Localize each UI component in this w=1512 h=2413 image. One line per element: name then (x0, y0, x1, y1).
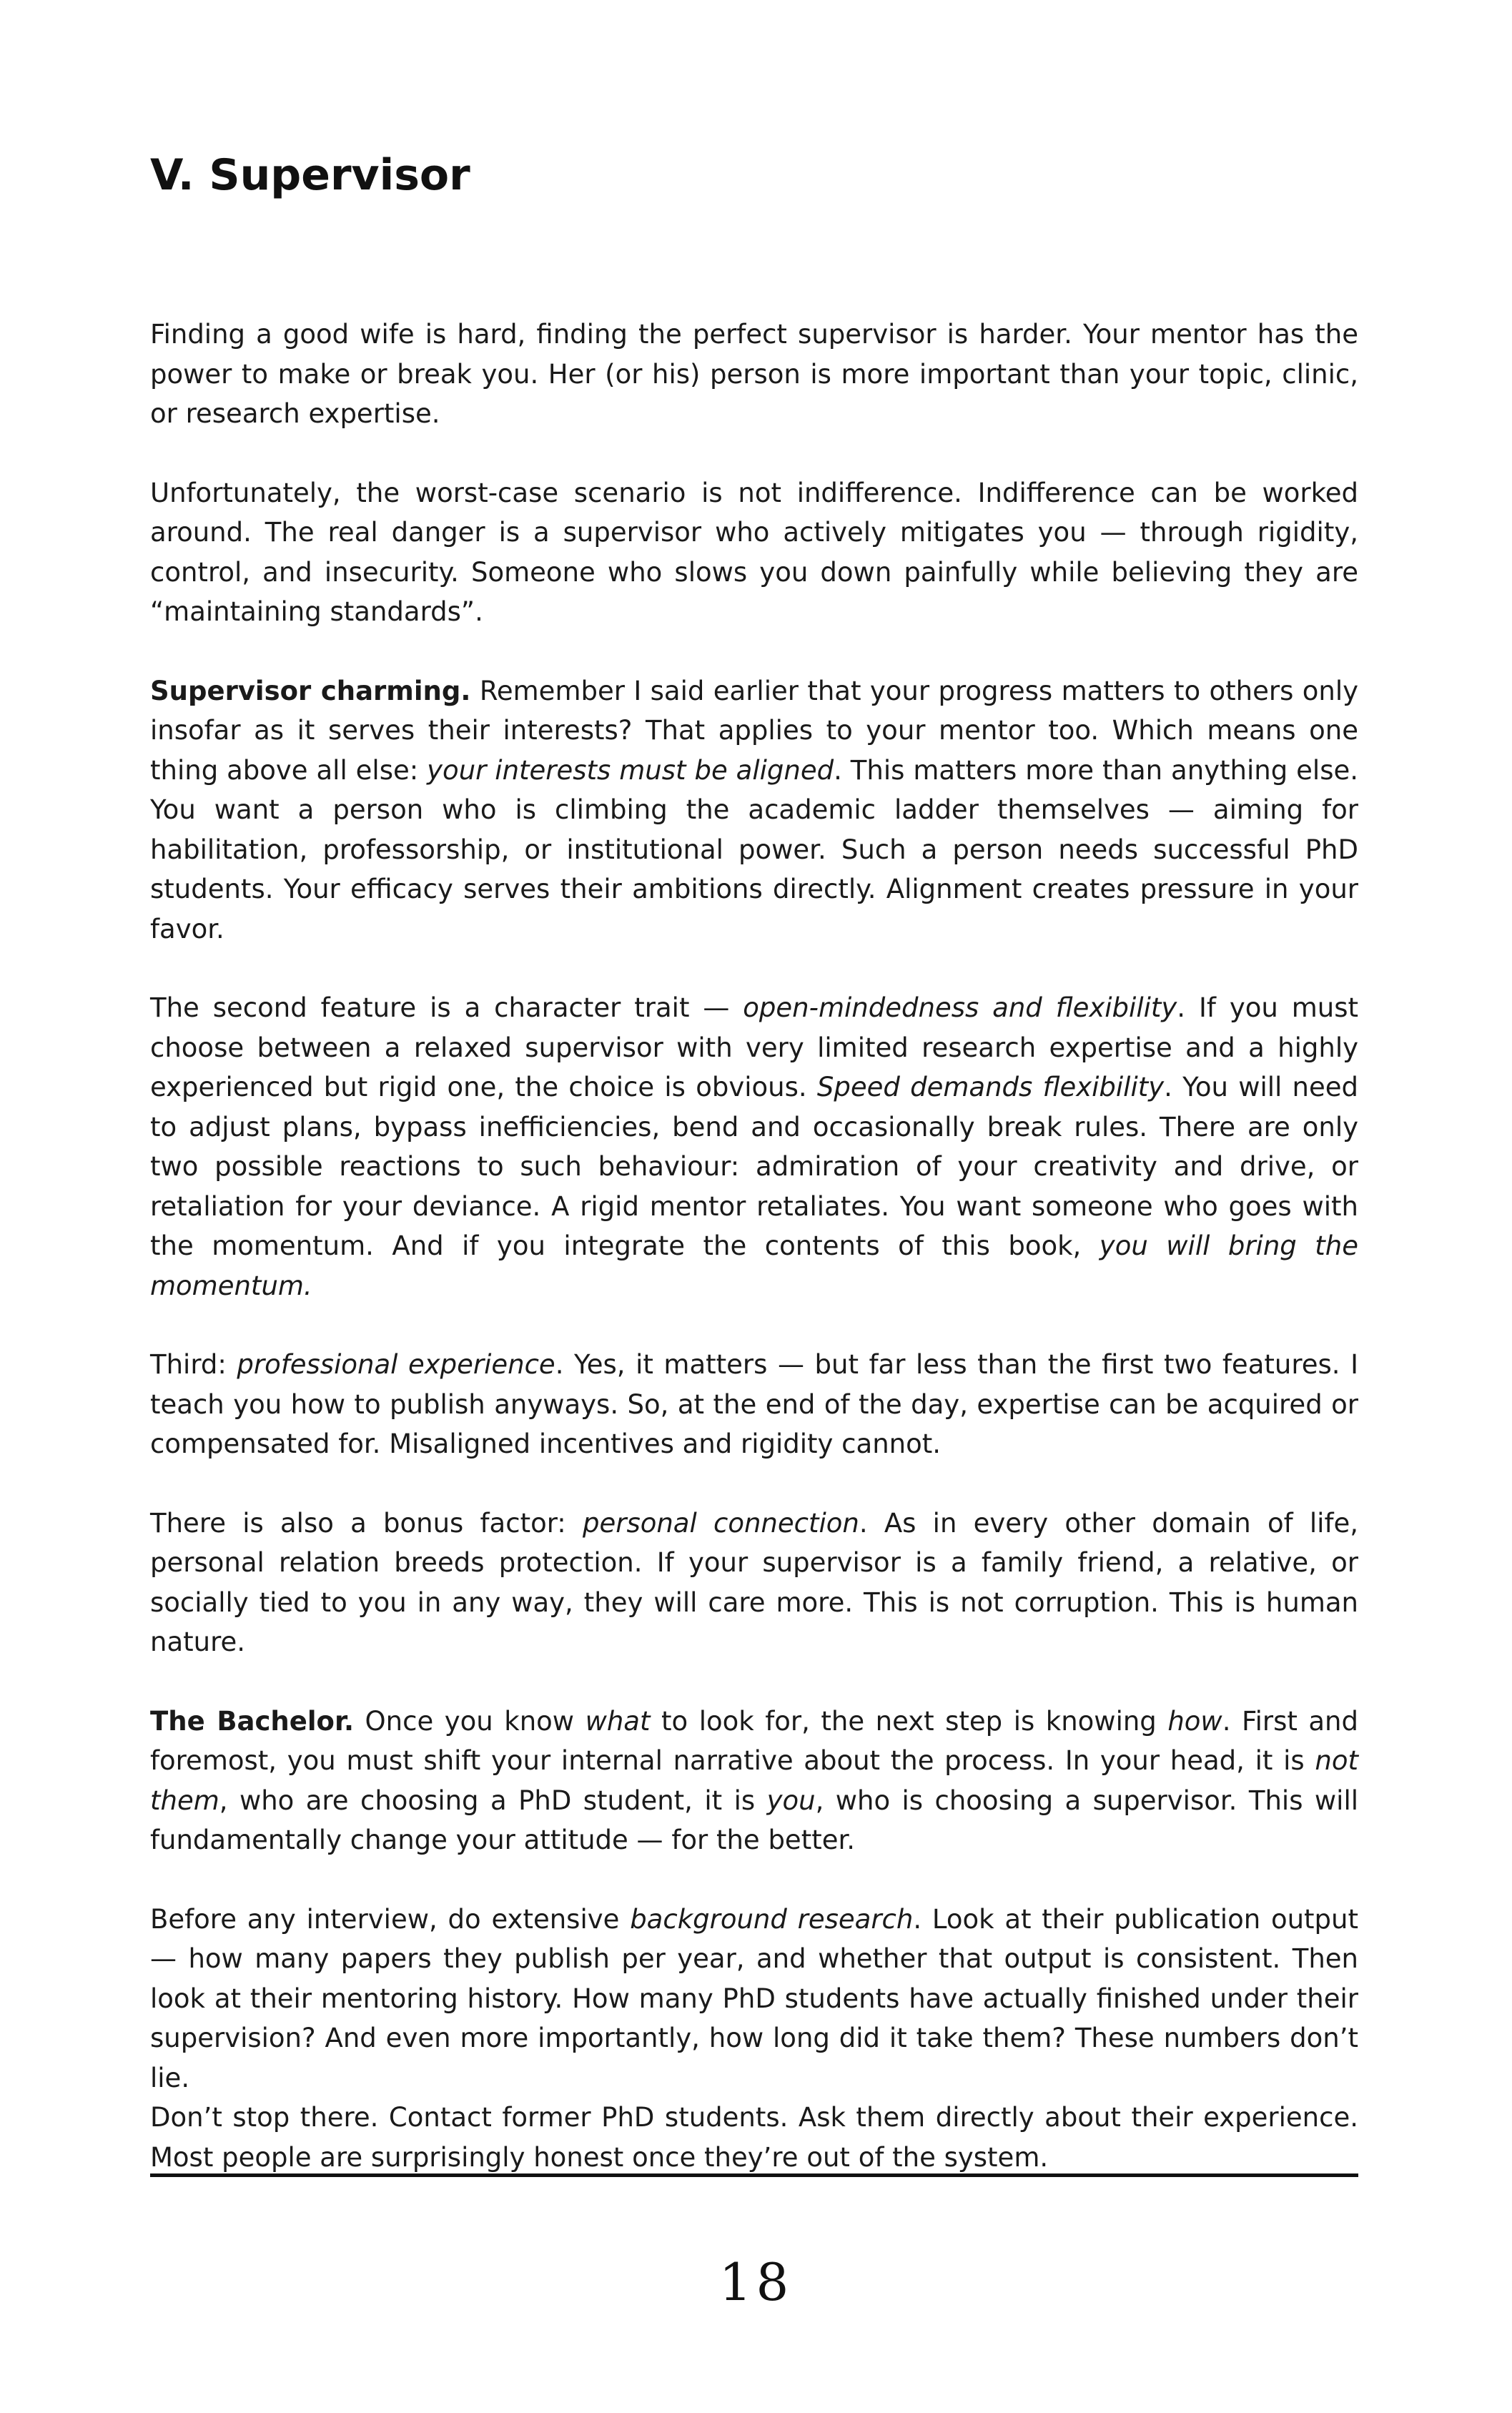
paragraph-4-text-b: . If you must choose between a relaxed supervisor with very limited research expertise and a highly experienced but rigid one, the choice is obvious. (150, 992, 1358, 1102)
paragraph-1-text: Finding a good wife is hard, finding the perfect supervisor is harder. Your mentor has the power to make or break you. Her (or his) person is more important than your topic, clinic, or research expertise. (150, 319, 1358, 429)
paragraph-4-text-c: . You will need to adjust plans, bypass inefficiencies, bend and occasionally break rules. There are only two possible reactions to such behaviour: admiration of your creativity and drive, or retaliation for your deviance. A rigid mentor retaliates. You want someone who goes with the momentum. And if you integrate the contents of this book, (150, 1072, 1359, 1261)
paragraph-6-text-b: . As in every other domain of life, personal relation breeds protection. If your supervisor is a family friend, a relative, or socially tied to you in any way, they will care more. This is not corruption. This is human nature. (150, 1507, 1358, 1657)
paragraph-2 (150, 473, 1358, 632)
paragraph-9-text: Don’t stop there. Contact former PhD students. Ask them directly about their experience. Most people are surprisingly honest once they’re out of the system. (150, 2102, 1358, 2173)
paragraph-7-emphasis-2: how (1167, 1705, 1222, 1737)
paragraph-1 (150, 315, 1358, 434)
paragraph-7-text-a: Once you know (354, 1705, 585, 1737)
body-text (150, 315, 1358, 2216)
paragraph-7-text-d: , who are choosing a PhD student, it is (219, 1785, 767, 1816)
paragraph-6-emphasis-1: personal connection (582, 1507, 859, 1539)
paragraph-9 (150, 2098, 1358, 2177)
footer-divider (150, 2173, 1358, 2177)
paragraph-8-text-a: Before any interview, do extensive (150, 1903, 631, 1935)
paragraph-3-emphasis-1: your interests must be aligned (427, 754, 834, 786)
paragraph-4-emphasis-2: Speed demands flexibility (816, 1072, 1165, 1102)
paragraph-6 (150, 1504, 1358, 1662)
paragraph-4 (150, 988, 1358, 1306)
paragraph-8-emphasis-1: background research (630, 1903, 914, 1935)
paragraph-3-text-b: . This matters more than anything else. You want a person who is climbing the academic ladder themselves — aiming for habilitation, professorship, or institutional power. Such a person needs successful PhD students. Your efficacy serves their ambitions directly. Alignment creates pressure in your favor. (150, 754, 1358, 944)
paragraph-7-text-c: . First and foremost, you must shift your internal narrative about the process. In your head, it is (150, 1705, 1358, 1776)
paragraph-5-emphasis-1: professional experience (237, 1349, 555, 1380)
page-number: 18 (718, 2252, 794, 2312)
paragraph-4-emphasis-3: you will bring the momentum. (150, 1230, 1358, 1301)
paragraph-4-emphasis-1: open-mindedness and flexibility (743, 992, 1177, 1023)
paragraph-2-text: Unfortunately, the worst-case scenario is not indifference. Indifference can be worked around. The real danger is a supervisor who actively mitigates you — through rigidity, control, and insecurity. Someone who slows you down painfully while believing they are “maintaining standards”. (150, 477, 1358, 627)
paragraph-3-lead: Supervisor charming. (150, 675, 471, 706)
chapter-title: V. Supervisor (150, 150, 470, 200)
paragraph-3-text-a: Remember I said earlier that your progress matters to others only insofar as it serves their interests? That applies to your mentor too. Which means one thing above all else: (150, 675, 1359, 786)
paragraph-5-text-a: Third: (150, 1349, 237, 1380)
paragraph-8-text-b: . Look at their publication output — how many papers they publish per year, and whether that output is consistent. Then look at their mentoring history. How many PhD students have actually finished under their supervision? And even more importantly, how long did it take them? These numbers don’t lie. (150, 1903, 1359, 2093)
paragraph-8 (150, 1900, 1358, 2098)
paragraph-7-emphasis-1: what (585, 1705, 651, 1737)
paragraph-7 (150, 1702, 1358, 1860)
paragraph-5-text-b: . Yes, it matters — but far less than the first two features. I teach you how to publish anyways. So, at the end of the day, expertise can be acquired or compensated for. Misaligned incentives and rigidity cannot. (150, 1349, 1359, 1459)
paragraph-7-emphasis-4: you (766, 1785, 816, 1816)
paragraph-6-text-a: There is also a bonus factor: (150, 1507, 583, 1539)
paragraph-5 (150, 1345, 1358, 1464)
paragraph-3 (150, 671, 1358, 949)
paragraph-7-text-e: , who is choosing a supervisor. This will fundamentally change your attitude — for the better. (150, 1785, 1358, 1855)
paragraph-7-lead: The Bachelor. (150, 1705, 354, 1737)
paragraph-7-emphasis-3: not them (150, 1745, 1358, 1816)
paragraph-7-text-b: to look for, the next step is knowing (650, 1705, 1168, 1737)
paragraph-4-text-a: The second feature is a character trait — (150, 992, 743, 1023)
